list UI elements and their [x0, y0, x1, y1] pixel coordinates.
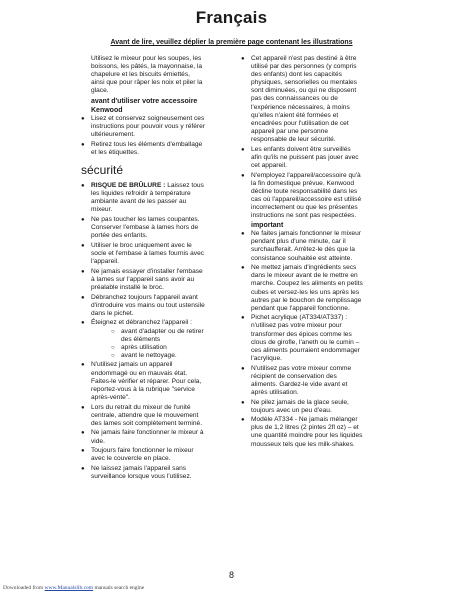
list-item: ● Ne laissez jamais l'appareil sans surveillance lorsque vous l'utilisez.	[75, 465, 205, 481]
list-item: ● N'utilisez jamais un appareil endommagé ou en mauvais état. Faites-le vérifier et réparer. Pour cela, reportez-vous à la rubrique "service après-vente".	[75, 361, 205, 401]
important-list	[235, 230, 363, 448]
burn-warning-label: RISQUE DE BRÛLURE :	[91, 181, 166, 189]
list-item: ● Les enfants doivent être surveillés afin qu'ils ne puissent pas jouer avec cet appareil.	[235, 146, 363, 170]
list-item: ● Débranchez toujours l'appareil avant d'introduire vos mains ou tout ustensile dans le pichet.	[75, 294, 205, 318]
general-safety-list	[235, 55, 363, 220]
sub-list-item: ○ avant le nettoyage.	[91, 352, 205, 360]
burn-warning-text: Laissez tous les liquides refroidir à température ambiante avant de les passer au mixeur.	[91, 181, 204, 214]
safety-list	[75, 182, 205, 481]
footer-prefix: Downloaded from	[3, 585, 45, 591]
safety-heading: sécurité	[81, 162, 124, 177]
list-item: ● Pichet acrylique (AT334/AT337) : n'utilisez pas votre mixeur pour transformer des épices comme les clous de girofle, l'aneth ou le cumin – ces aliments pourraient endommager l'acrylique.	[235, 314, 363, 363]
intro-paragraph: Utilisez le mixeur pour les soupes, les boissons, les pâtés, la mayonnaise, la chapelure et les biscuits émiettés, ainsi que pour râper les noix et piler la glace.	[91, 55, 203, 95]
important-heading: important	[251, 222, 284, 230]
manualslib-link[interactable]: www.Manualslib.com	[44, 585, 94, 591]
list-item: ● Ne pas toucher les lames coupantes. Conserver l'embase à lames hors de portée des enfants.	[75, 216, 205, 240]
list-item	[75, 319, 205, 359]
page-title: Français	[195, 8, 268, 27]
list-item: ● Ne mettez jamais d'ingrédients secs dans le mixeur avant de le mettre en marche. Coupez les aliments en petits cubes et versez-les les uns après les autres par le bouchon de remplissage pendant que l'appareil fonctionne.	[235, 264, 363, 313]
list-item: ● Ne jamais faire fonctionner le mixeur à vide.	[75, 429, 205, 445]
left-column	[75, 55, 205, 483]
footer-suffix: manuals search engine	[93, 585, 145, 591]
page-subtitle: Avant de lire, veuillez déplier la première page contenant les illustrations	[110, 39, 353, 46]
list-item: ● Ne faites jamais fonctionner le mixeur pendant plus d'une minute, car il surchaufferait. Arrêtez-le dès que la consistance souhaitée est atteinte.	[235, 230, 363, 262]
page-number: 8	[228, 570, 234, 580]
list-item: ● Cet appareil n'est pas destiné à être utilisé par des personnes (y compris des enfants) dont les capacités physiques, sensorielles ou mentales sont diminuées, ou qui ne disposent pas des connaissances ou de l'expérience nécessaires, à moins qu'elles n'aient été formées et encadrées pour l'utilisation de cet appareil par une personne responsable de leur sécurité.	[235, 55, 363, 144]
list-item: ● Modèle AT334 - Ne jamais mélanger plus de 1,2 litres (2 pintes 2fl oz) – et une quantité moindre pour les liquides mousseux tels que les milk-shakes.	[235, 416, 363, 448]
download-footer	[3, 585, 144, 591]
list-item: ● N'employez l'appareil/accessoire qu'à la fin domestique prévue. Kenwood décline toute responsabilité dans les cas où l'appareil/accessoire est utilisé incorrectement ou que les présentes instructions ne sont pas respectées.	[235, 172, 363, 221]
list-item	[75, 182, 205, 214]
list-item: ● N'utilisez pas votre mixeur comme récipient de conservation des aliments. Gardez-le vide avant et après utilisation.	[235, 365, 363, 397]
list-item: ● Ne pilez jamais de la glace seule, toujours avec un peu d'eau.	[235, 399, 363, 415]
list-item: ● Lors du retrait du mixeur de l'unité centrale, attendre que le mouvement des lames soit complètement terminé.	[75, 404, 205, 428]
list-item: ● Toujours faire fonctionner le mixeur avec le couvercle en place.	[75, 447, 205, 463]
list-item: ● Ne jamais essayer d'installer l'embase à lames sur l'appareil sans avoir au préalable installé le broc.	[75, 268, 205, 292]
sub-list-item: ○ avant d'adapter ou de retirer des éléments	[91, 328, 205, 344]
unplug-intro: Éteignez et débranchez l'appareil :	[91, 319, 192, 327]
unplug-sublist	[91, 328, 205, 360]
list-item: ● Utiliser le broc uniquement avec le socle et l'embase à lames fournis avec l'appareil.	[75, 242, 205, 266]
before-use-list	[75, 115, 205, 157]
before-use-heading: avant d'utiliser votre accessoire Kenwood	[91, 98, 198, 114]
list-item: ● Lisez et conservez soigneusement ces instructions pour pouvoir vous y référer ultérieurement.	[75, 115, 205, 139]
sub-list-item: ○ après utilisation	[91, 344, 205, 352]
list-item: ● Retirez tous les éléments d'emballage et les étiquettes.	[75, 141, 205, 157]
right-column	[235, 55, 363, 450]
